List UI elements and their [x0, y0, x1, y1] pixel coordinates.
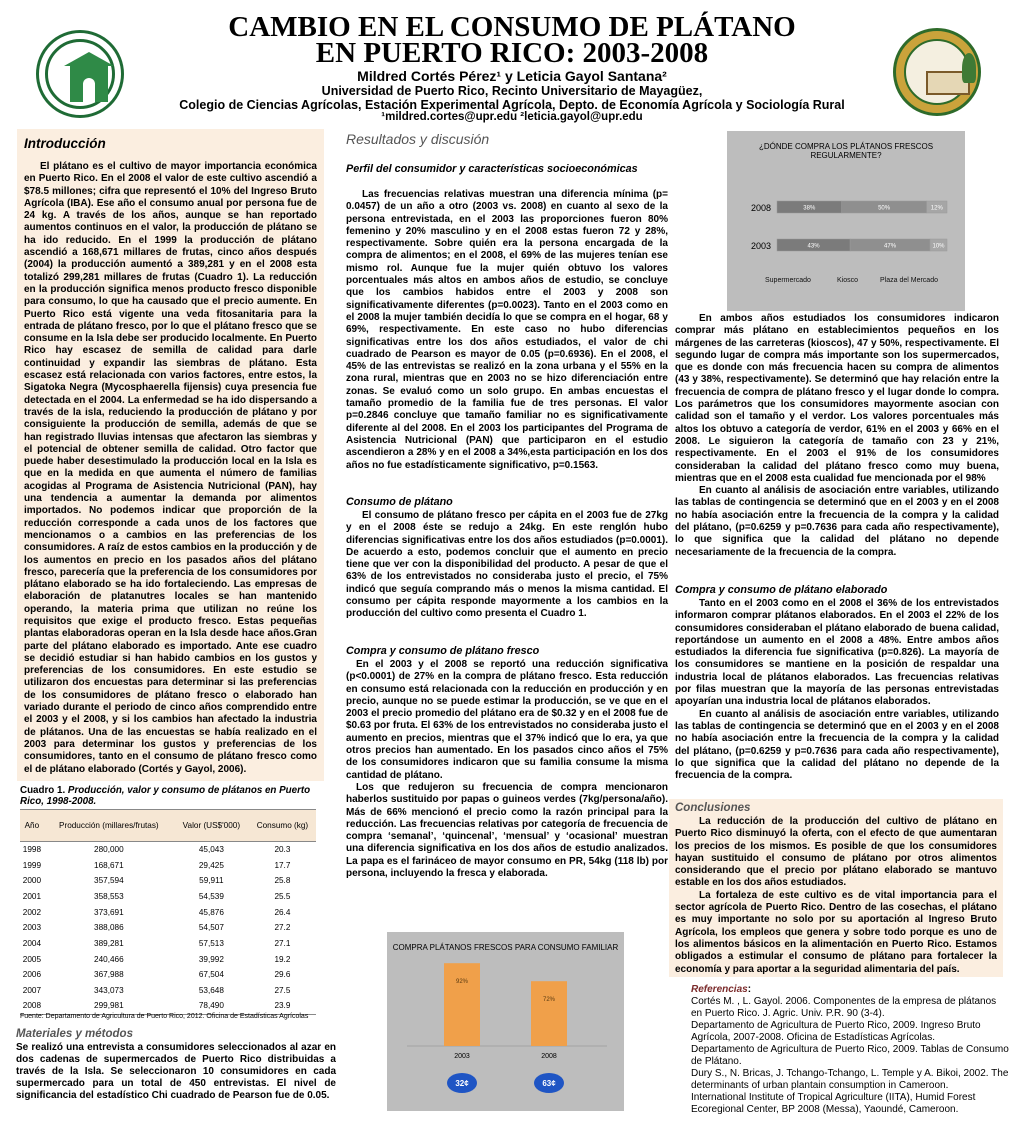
table-cell: 54,507 — [198, 923, 224, 933]
table-cell: 389,281 — [94, 938, 124, 948]
chart2-price-label: 32¢ — [455, 1079, 469, 1088]
table-cell: 29.6 — [274, 970, 291, 980]
compra-fresco-paragraph2: Los que redujeron su frecuencia de compra mencionaron haberlos sustituido por papas o guineos verdes (7kg/persona/año). Más de 66% mencionó el precio como la razón principal para la reducción. Las frecuencias relativas por categoría de frecuencia de compra ‘semanal’, ‘quincenal’, ‘mensual’ y ‘ocasional’ muestran una diferencia significativa en los dos años de estudio analizados. La papa es el farináceo de mayor consumo en PR, 54kg (118 lb) por persona, incluyendo la fresca y elaborada. — [346, 781, 668, 880]
chart2-bar — [444, 963, 480, 1046]
references-title: Referencias — [691, 984, 748, 995]
table-cell: 25.5 — [274, 891, 291, 901]
table-cell: 2006 — [22, 970, 41, 980]
chart2-data-label: 72% — [542, 997, 556, 1004]
reference-item: Departamento de Agricultura de Puerto Rico, 2009. Ingreso Bruto Agrícola, 2007-2008. Oficina de Estadísticas Agrícolas. — [691, 1020, 981, 1043]
table-row — [20, 857, 316, 873]
affiliation-line1: Universidad de Puerto Rico, Recinto Universitario de Mayagüez, — [321, 84, 703, 98]
table-row — [20, 951, 316, 967]
compra-fresco-title: Compra y consumo de plátano fresco — [346, 645, 540, 657]
family-purchase-chart — [387, 932, 624, 1111]
compra-elaborado-title: Compra y consumo de plátano elaborado — [675, 584, 888, 596]
poster-header — [0, 0, 1024, 128]
table-header-row — [20, 810, 316, 842]
table-row — [20, 889, 316, 905]
table-cell: 1998 — [22, 845, 41, 855]
table-cell: 357,594 — [94, 876, 124, 886]
chart1-category-label: 2003 — [750, 241, 771, 251]
chart1-data-label: 47% — [884, 243, 897, 250]
references-list — [691, 996, 1009, 1116]
table-row — [20, 998, 316, 1014]
results-column3-text — [675, 313, 999, 559]
introduction-title: Introducción — [24, 136, 106, 151]
chart2-price-label: 63¢ — [542, 1079, 556, 1088]
introduction-text: El plátano es el cultivo de mayor importancia económica en Puerto Rico. En el 2008 el valor de este cultivo ascendió a $78.5 millones; cifra que representó el 10% del Ingreso Bruto Agrícola (IBA). Ese año el consumo anual por persona fue de 24 kg. A través de los años, aunque se han reportado aumentos continuos en el valor, la producción de plátano se ha ido reducido. En el 1999 la producción de plátano ascendió a 168,671 millares de frutas, cinco años después (2004) la producción aumentó a 389,281 y en el 2008 esta totalizó 299,281 millares de frutas (Cuadro 1). La reducción en la producción significa menos producto fresco disponible para consumo, lo que ha causado que el precio aumente. En Puerto Rico está vigente una veda fitosanitaria para la entrada de plátano fresco, por lo que el plátano fresco que se consume en la Isla debe ser producido localmente. En Puerto Rico hay escasez de semilla de calidad para darle continuidad y expandir las siembras de plátano. Esta escasez está relacionada con varios factores, entre estos, la Sigatoka Negra (Mycosphaerella fijensis) cuya presencia fue detectada en el 2004. La enfermedad se ha ido dispersando a través de la isla, reduciendo la producción de plátano y por consiguiente la producción de semilla, además de que se han registrado lluvias intensas que afectaron las siembras y el potencial de obtener semilla de calidad. Otro factor que puede haber desestimulado la producción local en la Isla es que en la medida en que aumenta el número de familias acogidas al Programa de Asistencia Nutricional (PAN), hay una tendencia a aumentar la demanda por alimentos importados. No podemos indicar que proporción de la reducción corresponde a cada unos de los factores que mencionamos o a cambios en las preferencias de los consumidores. A raíz de estos cambios en la producción y de los aumentos en precio en los pasados años del plátano fresco, parecería que la preferencia de los consumidores por plátano elaborado se ha ido fortaleciendo. Las empresas de elaboración de platanutres locales se han mantenido operando, la materia prima que utilizan no reúne los requisitos que exige el producto fresco. Estas pequeñas plantas elaboradoras operan en la Isla desde hace años.Gran parte del plátano elaborado es importado. Ante ese cuadro se decidió estudiar si han habido cambios en los gustos y preferencias de los consumidores. En este estudio se utilizaron dos encuestas para determinar si las preferencias de los consumidores de plátano fresco o elaborado han variado durante el periodo de cinco años comprendido entre el 2003 y el 2008, y si los cambios han afectado la industria de plátanos. Una de las encuestas se había realizado en el 2003 para determinar los gustos y preferencias de los consumidores, tanto en el consumo de plátano fresco como el de plátano elaborado (Cortés y Gayol, 2006). — [24, 161, 317, 775]
chart1-data-label: 10% — [932, 243, 945, 250]
chart1-category-label: 2008 — [750, 203, 771, 213]
chart1-legend-label: Plaza del Mercado — [880, 277, 938, 284]
table-source: Fuente: Departamento de Agricultura de Puerto Rico, 2012. Oficina de Estadísticas Agrícolas — [20, 1013, 309, 1020]
table-caption-text: Producción, valor y consumo de plátanos en Puerto Rico, 1998-2008. — [20, 785, 311, 807]
compra-elaborado-paragraph2: En cuanto al análisis de asociación entre variables, utilizando las tablas de contingencia se determinó que en el 2003 y en el 2008 no había asociación entre la frecuencia de la compra y la calidad del plátano, (p=0.6259 y p=0.7636 para cada año respectivamente), lo que significa que la calidad del plátano no depende de la frecuencia de la compra. — [675, 708, 999, 782]
conclusions-title: Conclusiones — [675, 802, 751, 814]
consumo-text: El consumo de plátano fresco per cápita en el 2003 fue de 27kg y en el 2008 éste se redujo a 24kg. En este renglón hubo diferencias significativas entre los dos años estudiados (p=0.0001). De acuerdo a esto, podemos concluir que el aumento en precio tiene que ver con la disponibilidad del producto. A pesar de que el 63% de los entrevistados no consideraba justo el precio, el 75% indicó que seguía comprando más o menos la misma cantidad. El consumo per cápita responde mayormente a los cambios en la producción del cultivo como presenta el Cuadro 1. — [346, 510, 668, 620]
table-caption-label: Cuadro 1. — [20, 785, 66, 796]
table-cell: 2008 — [20, 998, 44, 1014]
table-row — [20, 936, 316, 952]
chart1-data-label: 38% — [803, 205, 816, 212]
results-col3-paragraph2: En cuanto al análisis de asociación entre variables, utilizando las tablas de contingencia se determinó que en el 2003 y en el 2008 no había asociación entre la frecuencia de la compra y la calidad del plátano, (p=0.6259 y p=0.7636 para cada año respectivamente), lo que significa que la calidad del plátano no depende necesariamente de la frecuencia de la compra. — [675, 485, 999, 558]
table-cell: 45,876 — [198, 907, 224, 917]
table-cell: 343,073 — [94, 986, 124, 996]
introduction-section — [17, 129, 324, 781]
reference-item: Cortés M. , L. Gayol. 2006. Componentes de la empresa de plátanos en Puerto Rico. J. Agric. Univ. P.R. 90 (3-4). — [691, 996, 997, 1019]
compra-elaborado-paragraph1: Tanto en el 2003 como en el 2008 el 36% de los entrevistados informaron comprar plátanos elaborados. En el 2003 el 22% de los consumidores consideraban el plátano elaborado de buena calidad, reportándose un aumento en el 2008 a 48%. Entre ambos años estudiados la diferencia fue significativa (p=0.826). La mayoría de los consumidores se mantiene en la posición de respaldar una industria local de plátanos elaborados. Las frecuencias relativas por filas muestran que la mayoría de las personas entrevistadas apoyarían una industria local de plátanos elaborados. — [675, 598, 999, 708]
chart1-title: ¿DÓNDE COMPRA LOS PLÁTANOS FRESCOS REGULARMENTE? — [758, 142, 934, 160]
table-cell: 67,504 — [198, 970, 224, 980]
chart1-data-label: 43% — [807, 243, 820, 250]
table-cell: 2003 — [22, 923, 41, 933]
chart1-legend-label: Kiosco — [837, 277, 859, 284]
table-cell: 54,539 — [198, 891, 224, 901]
table-cell: 23.9 — [249, 998, 316, 1014]
table-row — [20, 983, 316, 999]
poster-title-line2: EN PUERTO RICO: 2003-2008 — [315, 37, 709, 69]
chart2-category-label: 2003 — [454, 1053, 470, 1060]
table-row — [20, 920, 316, 936]
table-cell: 2007 — [22, 986, 41, 996]
methods-title: Materiales y métodos — [16, 1028, 133, 1040]
table-row — [20, 967, 316, 983]
table-cell: 299,981 — [44, 998, 174, 1014]
table-cell: 39,992 — [198, 954, 224, 964]
reference-item: Departamento de Agricultura de Puerto Rico, 2009. Tablas de Consumo de Plátano. — [691, 1044, 1009, 1067]
table-caption — [20, 785, 328, 807]
consumo-title: Consumo de plátano — [346, 496, 453, 508]
purchase-location-chart — [727, 131, 965, 311]
table-cell: 373,691 — [94, 907, 124, 917]
table-cell: 27.1 — [274, 938, 291, 948]
results-title: Resultados y discusión — [346, 131, 490, 147]
table-cell: 26.4 — [274, 907, 291, 917]
compra-elaborado-text — [675, 598, 999, 782]
family-purchase-chart-svg — [387, 932, 624, 1111]
table-cell: 20.3 — [274, 845, 291, 855]
table-cell: 25.8 — [274, 876, 291, 886]
table-cell: 2004 — [22, 938, 41, 948]
reference-item: Dury S., N. Bricas, J. Tchango-Tchango, L. Temple y A. Bikoi, 2002. The determinants of urban plantain consumption in Cameroon. — [691, 1068, 1009, 1091]
chart1-legend-label: Supermercado — [765, 277, 811, 284]
perfil-text: Las frecuencias relativas muestran una diferencia mínima (p= 0.0457) de un año a otro (2003 vs. 2008) en cuanto al sexo de la persona entrevistada, en el 2003 las proporciones fueron 80% femenino y 20% masculino y en el 2008 estas fueron 72 y 28%, respectivamente. Sobre quién era la persona encargada de la compra de alimentos; en el 2008, el 69% de las mujeres tenían ese mismo rol. Aunque fue la mujer quién obtuvo los valores porcentuales más altos en ambos años de estudio, se concluye que los cambios habidos entre el 2003 y 2008 son significativamente diferentes (p=0.0023). Tanto en el 2003 como en el 2008 la mujer también decidía lo que se compra en el hogar, 68 y 69%, respectivamente. En este caso no hubo diferencias significativas entre los dos años estudiados, el valor de chi cuadrado de Pearson es mayor de 0.05 (p=0.6936). En el 2008, el 45% de las entrevistas se realizó en la zona urbana y el 55% en la zona rural, mientras que en 2003 no se hizo diferenciación entre zonas. Se evaluó como un solo grupo. En ambas encuestas el tamaño promedio de la familia fue de tres personas. El valor p=0.2846 concluye que tamaño familiar no es significativamente diferente al del 2008. En el 2003 los participantes del Programa de Asistencia Nutricional (PAN) que participaron en el estudio ascendieron a 28% y en el 2008 a 34%,esta participación en los dos años no fue estadísticamente significativo, p=0.1563. — [346, 189, 668, 471]
chart2-data-label: 92% — [455, 979, 469, 986]
table-header-cell: Año — [20, 810, 44, 842]
chart1-data-label: 12% — [930, 205, 943, 212]
table-cell: 388,086 — [94, 923, 124, 933]
compra-fresco-paragraph1: En el 2003 y el 2008 se reportó una reducción significativa (p<0.0001) de 27% en la compra de plátano fresco. Esta reducción en consumo está relacionada con la reducción en producción y en precio, aunque no se puede estimar la producción, se ve que en el 2003 el precio promedio del plátano era de $0.32 y en el 2008 fue de $0.63 por fruta. El 63% de los entrevistados no consideraba justo el aumento en precios, mientras que el 37% indicó que lo era, ya que otros precios han aumentado. En los pasados cinco años el 75% de los consumidores indicaron que su familia consume la misma cantidad de plátano. — [346, 659, 668, 781]
table-cell: 29,425 — [198, 860, 224, 870]
chart2-bar — [531, 981, 567, 1046]
reference-item: International Institute of Tropical Agriculture (IITA), Humid Forest Ecoregional Center, BP 2008 (Messa), Yaoundé, Cameroon. — [691, 1092, 976, 1115]
affiliation-line2: Colegio de Ciencias Agrícolas, Estación Experimental Agrícola, Depto. de Economía Agrícola y Sociología Rural — [179, 98, 845, 112]
table-cell: 27.5 — [274, 986, 291, 996]
conclusions-section — [669, 799, 1003, 977]
table-cell: 240,466 — [94, 954, 124, 964]
table-cell: 45,043 — [198, 845, 224, 855]
authors: Mildred Cortés Pérez¹ y Leticia Gayol Santana² — [357, 68, 667, 84]
table-cell: 358,553 — [94, 891, 124, 901]
table-header-cell: Consumo (kg) — [249, 810, 316, 842]
chart2-category-label: 2008 — [541, 1053, 557, 1060]
table-cell: 2000 — [22, 876, 41, 886]
table-cell: 59,911 — [199, 876, 224, 886]
table-cell: 280,000 — [94, 845, 124, 855]
table-cell: 19.2 — [274, 954, 291, 964]
production-table — [20, 809, 316, 1015]
poster-title-line1: CAMBIO EN EL CONSUMO DE PLÁTANO — [228, 11, 796, 43]
references-section: Referencias: Cortés M. , L. Gayol. 2006. Componentes de la empresa de plátanos en Puerto Rico. J. Agric. Univ. P.R. 90 (3-4). Departamento de Agricultura de Puerto Rico, 2009. Ingreso Bruto Agrícola, 2007-2008. Oficina de Estadísticas Agrícolas. Departamento de Agricultura de Puerto Rico, 2009. Tablas de Consumo de Plátano. Dury S., N. Bricas, J. Tchango-Tchango, L. Temple y A. Bikoi, 2002. The determinants of urban plantain consumption in Cameroon. International Institute of Tropical Agriculture (IITA), Humid Forest Ecoregional Center, BP 2008 (Messa), Yaoundé, Cameroon. — [691, 984, 1009, 1115]
table-row — [20, 873, 316, 889]
table-cell: 1999 — [22, 860, 41, 870]
conclusions-paragraph2: La fortaleza de este cultivo es de vital importancia para el sector agrícola de Puerto Rico. Dentro de las cosechas, el plátano es muy importante no solo por su aportación al Ingreso Bruto Agrícola, los empleos que genera y sobre todo porque es uno de los alimentos básicos en la alimentación en Puerto Rico. Estamos obligados a estimular el consumo de plátano para fortalecer la economía y para aportar a la seguridad alimentaria del país. — [675, 889, 997, 975]
table-cell: 168,671 — [94, 860, 124, 870]
results-col3-paragraph1: En ambos años estudiados los consumidores indicaron comprar más plátano en establecimientos pequeños en los márgenes de las carreteras (kioscos), 47 y 50%, respectivamente. El segundo lugar de compra más importante son los supermercados, que es donde con más frecuencia hacen su compra de alimentos (43 y 38%, respectivamente). Se determinó que hay relación entre la frecuencia de compra de plátano fresco y el lugar donde lo compra. Los parámetros que los consumidores mayormente asocian con calidad son el tamaño y el verdor. Los valores porcentuales más altos los obtuvo a categoría de verdor, 61% en el 2003 y 66% en el 2008. Le siguieron la categoría de tamaño con 23 y 21%, respectivamente. En el 2003 el 91% de los consumidores consideraban la calidad del plátano fresco como muy buena, mientras que en el 2008 esta cualidad fue mencionada por el 98% — [675, 313, 999, 484]
purchase-location-chart-svg — [727, 131, 965, 311]
table-row — [20, 842, 316, 858]
table-cell: 2001 — [22, 891, 41, 901]
table-cell: 17.7 — [274, 860, 291, 870]
table-cell: 2005 — [22, 954, 41, 964]
table-cell: 2002 — [22, 907, 41, 917]
chart2-title: COMPRA PLÁTANOS FRESCOS PARA CONSUMO FAMILIAR — [392, 943, 619, 952]
table-cell: 27.2 — [274, 923, 291, 933]
table-header-cell: Valor (US$'000) — [174, 810, 249, 842]
author-emails: ¹mildred.cortes@upr.edu ²leticia.gayol@upr.edu — [381, 111, 643, 123]
table-header-cell: Producción (millares/frutas) — [44, 810, 174, 842]
table-cell: 53,648 — [198, 986, 224, 996]
table-body — [20, 842, 316, 1015]
chart1-data-label: 50% — [878, 205, 891, 212]
table-cell: 78,490 — [174, 998, 249, 1014]
table-cell: 57,513 — [198, 938, 224, 948]
compra-fresco-text — [346, 659, 668, 880]
table-cell: 367,988 — [94, 970, 124, 980]
perfil-title: Perfil del consumidor y características socioeconómicas — [346, 163, 638, 175]
methods-text: Se realizó una entrevista a consumidores seleccionados al azar en dos cadenas de supermercados de Puerto Rico distribuidas a través de la Isla. Se seleccionaron 10 consumidores en cada supermercado para un total de 450 entrevistas. El nivel de significancia del estadístico Chi cuadrado de Pearson fue de 0.05. — [16, 1042, 336, 1101]
table-row — [20, 904, 316, 920]
conclusions-paragraph1: La reducción de la producción del cultivo de plátano en Puerto Rico disminuyó la oferta, con el efecto de que aumentaran los precios de los mismos. Es posible de que los consumidores hayan sustituido el consumo de plátano por otros alimentos considerando que el precio por plátano elaborado se mantuvo estable en los dos años estudiados. — [675, 816, 997, 889]
